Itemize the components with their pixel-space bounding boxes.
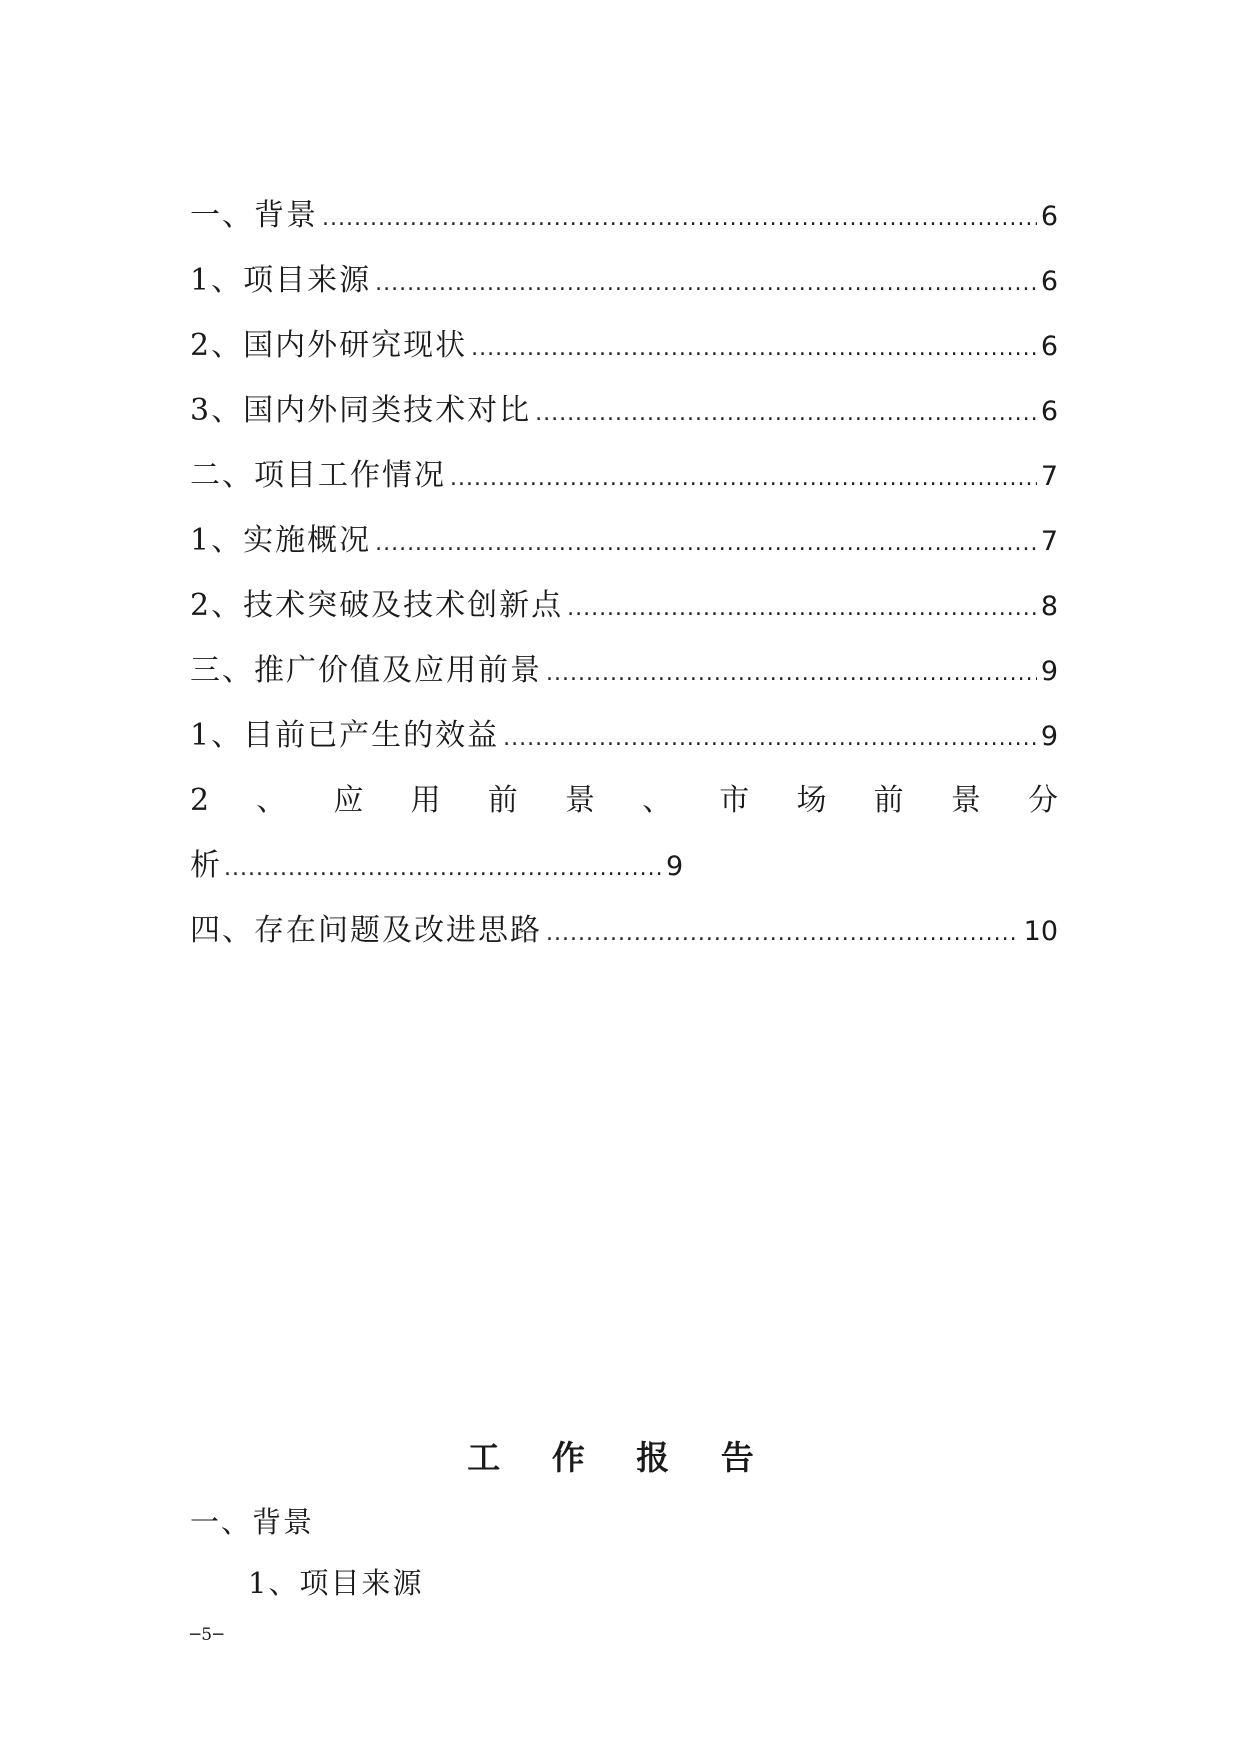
toc-entry-label: 一、背景 [190, 198, 318, 233]
toc-wrapped-char: 、 [256, 783, 287, 818]
toc-entry[interactable] [190, 261, 1058, 326]
toc-wrapped-char: 景 [564, 783, 595, 818]
toc-page-number: 6 [1040, 201, 1058, 232]
toc-entry[interactable] [190, 911, 1058, 976]
toc-wrapped-char: 分 [1027, 783, 1058, 818]
toc-wrapped-char: 应 [333, 783, 364, 818]
toc-entry-wrapped-first-line[interactable] [190, 781, 1058, 846]
toc-wrapped-char: 场 [796, 783, 827, 818]
toc-dot-leader [450, 459, 1037, 499]
toc-wrapped-char: 前 [487, 783, 518, 818]
toc-dot-leader [546, 914, 1020, 954]
toc-entry[interactable] [190, 196, 1058, 261]
toc-entry-label: 二、项目工作情况 [190, 458, 446, 493]
toc-dot-leader [375, 524, 1037, 564]
toc-wrapped-char: 、 [642, 783, 673, 818]
toc-entry[interactable] [190, 521, 1058, 586]
toc-wrapped-char: 市 [719, 783, 750, 818]
subsection-heading: 1、项目来源 [248, 1566, 424, 1600]
toc-page-number: 6 [1040, 396, 1058, 427]
toc-entry[interactable] [190, 391, 1058, 456]
toc-entry-wrapped-second-line[interactable] [190, 846, 1058, 911]
report-title: 工 作 报 告 [467, 1438, 774, 1477]
toc-page-number: 9 [666, 851, 684, 882]
toc-page-number: 9 [1040, 721, 1058, 752]
toc-entry-label: 1、项目来源 [190, 263, 372, 298]
toc-dot-leader [224, 849, 664, 889]
toc-dot-leader [546, 654, 1037, 694]
toc-page-number: 6 [1040, 266, 1058, 297]
toc-wrapped-char: 前 [873, 783, 904, 818]
toc-page-number: 9 [1040, 656, 1058, 687]
toc-entry-label: 四、存在问题及改进思路 [190, 913, 542, 948]
table-of-contents [190, 196, 1058, 976]
toc-dot-leader [503, 719, 1037, 759]
toc-entry-label: 2、国内外研究现状 [190, 328, 468, 363]
toc-wrapped-char: 景 [950, 783, 981, 818]
toc-entry[interactable] [190, 586, 1058, 651]
toc-entry-label: 析 [190, 848, 222, 883]
toc-wrapped-char: 2 [190, 783, 210, 818]
toc-entry[interactable] [190, 326, 1058, 391]
toc-page-number: 10 [1023, 916, 1058, 947]
section-heading: 一、背景 [190, 1505, 315, 1539]
toc-dot-leader [375, 264, 1037, 304]
toc-page-number: 6 [1040, 331, 1058, 362]
toc-entry[interactable] [190, 651, 1058, 716]
toc-page-number: 7 [1040, 461, 1058, 492]
toc-entry[interactable] [190, 456, 1058, 521]
toc-page-number: 7 [1040, 526, 1058, 557]
toc-wrapped-char: 用 [410, 783, 441, 818]
toc-dot-leader [322, 199, 1037, 239]
toc-entry-label: 3、国内外同类技术对比 [190, 393, 532, 428]
toc-entry[interactable] [190, 716, 1058, 781]
toc-entry-label: 1、实施概况 [190, 523, 372, 558]
toc-dot-leader [567, 589, 1037, 629]
toc-page-number: 8 [1040, 591, 1058, 622]
page-number: ─5─ [190, 1625, 225, 1645]
toc-entry-label: 三、推广价值及应用前景 [190, 653, 542, 688]
toc-dot-leader [471, 329, 1037, 369]
toc-dot-leader [535, 394, 1037, 434]
toc-entry-label: 1、目前已产生的效益 [190, 718, 500, 753]
toc-entry-label: 2、技术突破及技术创新点 [190, 588, 564, 623]
